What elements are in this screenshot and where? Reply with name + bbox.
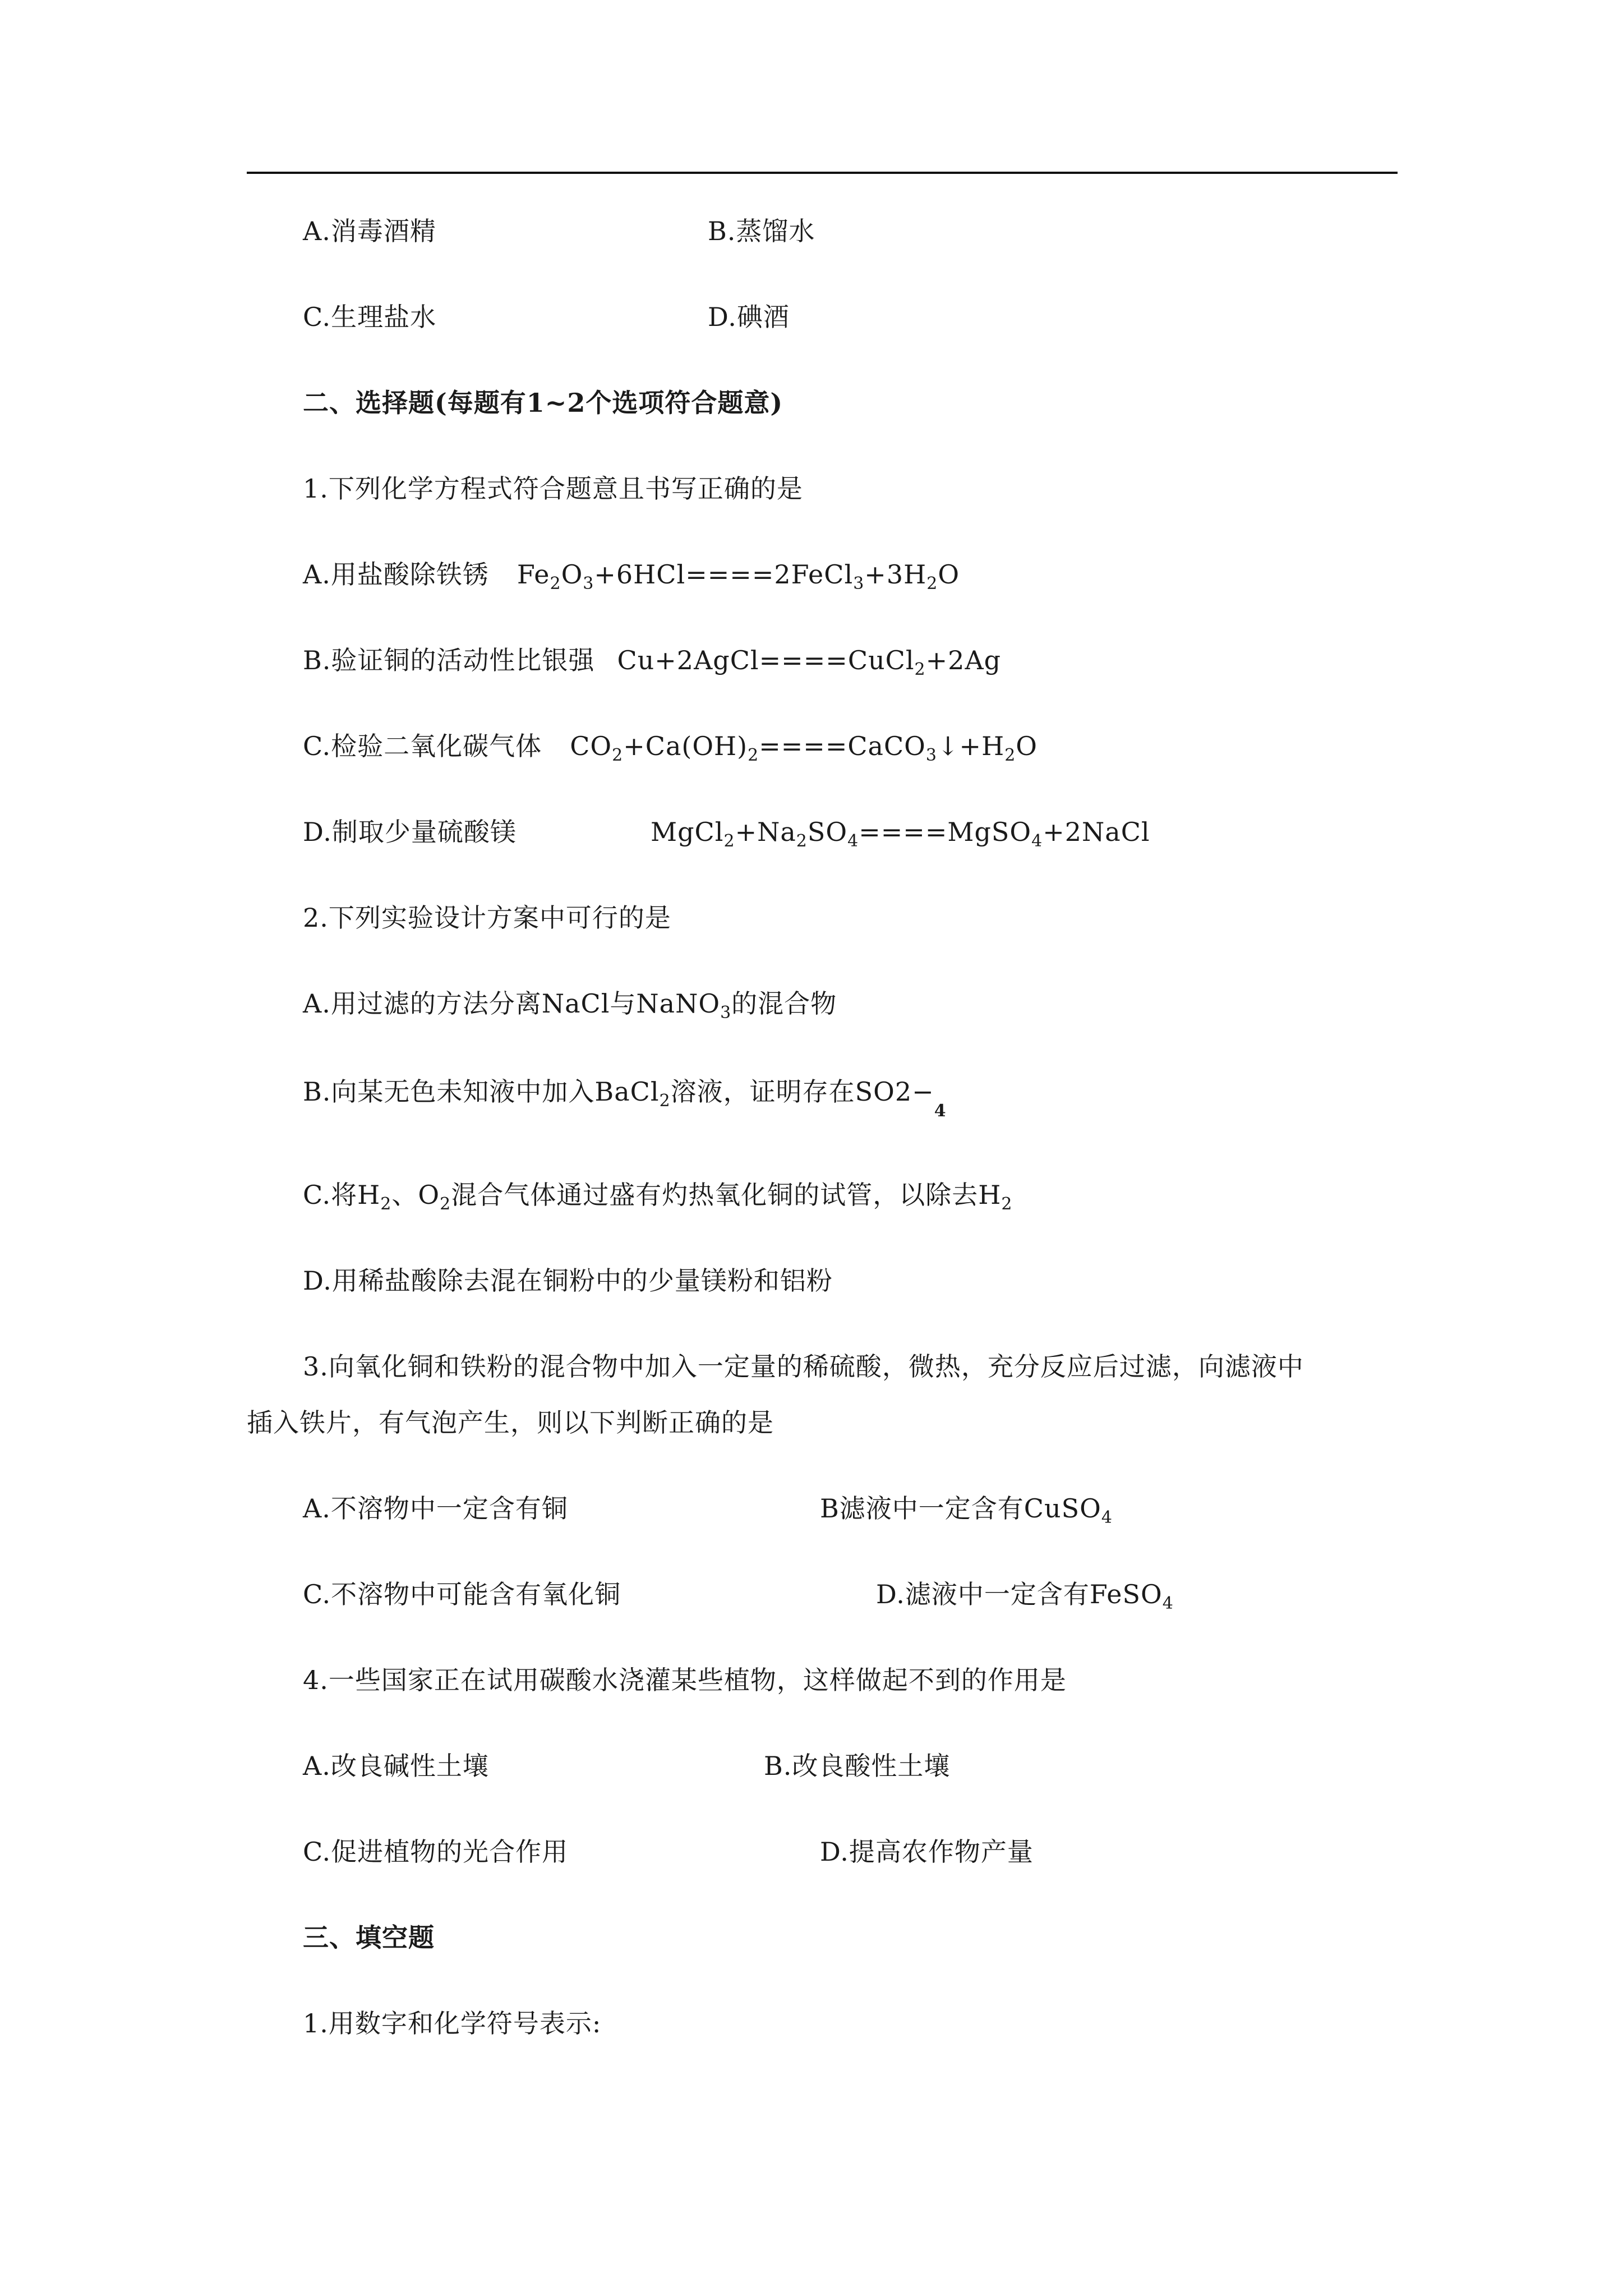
q4-option-d: D.提高农作物产量 (820, 1837, 1034, 1867)
section-title-fill: 三、填空题 (303, 1922, 435, 1953)
q4-option-c: C.促进植物的光合作用 (303, 1837, 569, 1867)
q2-stem: 2.下列实验设计方案中可行的是 (303, 903, 671, 933)
q3-option-b: B滤液中一定含有CuSO$_4$ (820, 1493, 1113, 1527)
q4-option-a: A.改良碱性土壤 (303, 1751, 489, 1781)
q1-option-d: D.制取少量硫酸镁 (303, 817, 517, 847)
q3-option-a: A.不溶物中一定含有铜 (303, 1493, 568, 1524)
q1-option-c: C.检验二氧化碳气体 $CO_2+Ca(OH)_2====CaCO_3↓+H_2O$ (303, 731, 1038, 765)
sulfate-ion-charge: 4 (934, 1101, 947, 1121)
q2-option-a: A.用过滤的方法分离NaCl与NaNO$_3$的混合物 (303, 988, 837, 1023)
q3-option-c: C.不溶物中可能含有氧化铜 (303, 1579, 621, 1609)
option-a: A.消毒酒精 (303, 216, 436, 246)
option-d: D.碘酒 (708, 302, 790, 332)
q4-stem: 4.一些国家正在试用碳酸水浇灌某些植物，这样做起不到的作用是 (303, 1665, 1067, 1695)
q2-option-b: B.向某无色未知液中加入BaCl$_2$溶液，证明存在SO2− 4 (303, 1076, 947, 1121)
s3-q1-stem: 1.用数字和化学符号表示: (303, 2008, 602, 2039)
q1-option-a: A.用盐酸除铁锈 $Fe_2O_3+6HCl====2FeCl_3+3H_2O$ (303, 559, 960, 593)
q2-option-d: D.用稀盐酸除去混在铜粉中的少量镁粉和铝粉 (303, 1266, 833, 1296)
header-rule (247, 172, 1398, 174)
q1-option-b: B.验证铜的活动性比银强 Cu+2AgCl====CuCl$_2$+2Ag (303, 645, 1002, 679)
q3-stem-line1: 3.向氧化铜和铁粉的混合物中加入一定量的稀硫酸，微热，充分反应后过滤，向滤液中 (303, 1351, 1304, 1382)
option-c: C.生理盐水 (303, 302, 437, 332)
q1-option-d-equation: $MgCl_2+Na_2SO_4====MgSO_4+2NaCl$ (651, 817, 1150, 851)
q3-option-d: D.滤液中一定含有FeSO$_4$ (876, 1579, 1174, 1613)
q3-stem-line2: 插入铁片，有气泡产生，则以下判断正确的是 (247, 1407, 774, 1438)
option-b: B.蒸馏水 (708, 216, 815, 246)
q2-option-c: C.将$H_2$、$O_2$混合气体通过盛有灼热氧化铜的试管，以除去$H_2$ (303, 1180, 1013, 1214)
q4-option-b: B.改良酸性土壤 (764, 1751, 951, 1781)
section-title-choice: 二、选择题(每题有1~2个选项符合题意) (303, 388, 783, 418)
q1-stem: 1.下列化学方程式符合题意且书写正确的是 (303, 473, 803, 504)
